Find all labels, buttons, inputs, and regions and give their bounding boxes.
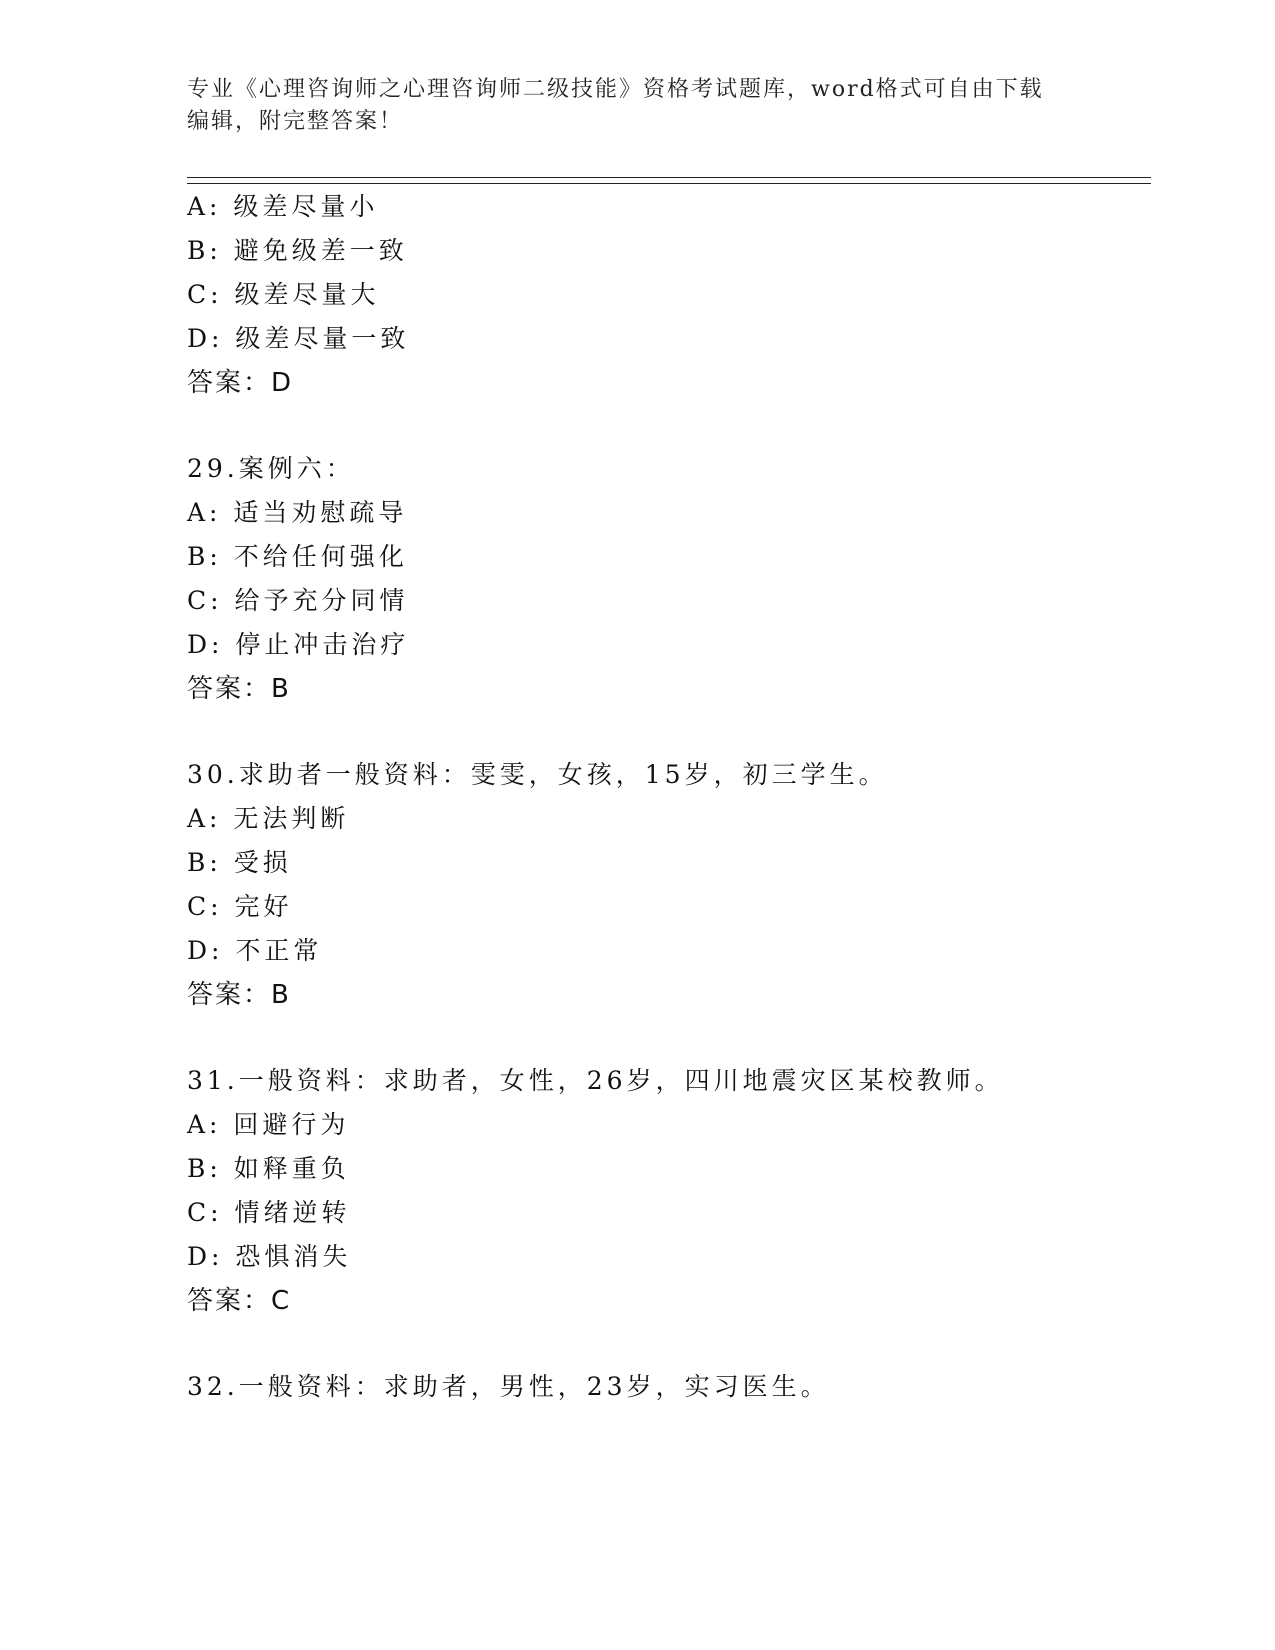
q29-option-a: A: 适当劝慰疏导 (187, 498, 408, 527)
q28-answer: 答案：D (187, 368, 294, 398)
q31-option-d: D: 恐惧消失 (187, 1242, 352, 1271)
q28-option-a: A: 级差尽量小 (187, 192, 379, 221)
q28-option-b: B: 避免级差一致 (187, 236, 408, 265)
q29-answer: 答案：B (187, 674, 291, 704)
q31-answer: 答案：C (187, 1286, 292, 1316)
q31-option-b: B: 如释重负 (187, 1154, 350, 1183)
q31-option-a: A: 回避行为 (187, 1110, 350, 1139)
q30-option-a: A: 无法判断 (187, 804, 350, 833)
header-divider-bottom (187, 183, 1151, 184)
document-header (187, 74, 1087, 138)
q32-stem: 32.一般资料：求助者，男性，23岁，实习医生。 (187, 1372, 830, 1401)
q28-option-c: C: 级差尽量大 (187, 280, 380, 309)
q29-option-b: B: 不给任何强化 (187, 542, 408, 571)
q28-option-d: D: 级差尽量一致 (187, 324, 410, 353)
q31-stem: 31.一般资料：求助者，女性，26岁，四川地震灾区某校教师。 (187, 1066, 1004, 1095)
q30-option-b: B: 受损 (187, 848, 292, 877)
header-line-2: 编辑，附完整答案！ (187, 109, 404, 134)
q31-option-c: C: 情绪逆转 (187, 1198, 351, 1227)
q30-stem: 30.求助者一般资料：雯雯，女孩，15岁，初三学生。 (187, 760, 888, 789)
header-line-1: 专业《心理咨询师之心理咨询师二级技能》资格考试题库，word格式可自由下载 (187, 77, 1044, 102)
q30-option-d: D: 不正常 (187, 936, 323, 965)
header-divider-top (187, 177, 1151, 178)
q29-stem: 29.案例六： (187, 454, 355, 483)
q29-option-c: C: 给予充分同情 (187, 586, 409, 615)
q30-answer: 答案：B (187, 980, 291, 1010)
q29-option-d: D: 停止冲击治疗 (187, 630, 410, 659)
q30-option-c: C: 完好 (187, 892, 293, 921)
